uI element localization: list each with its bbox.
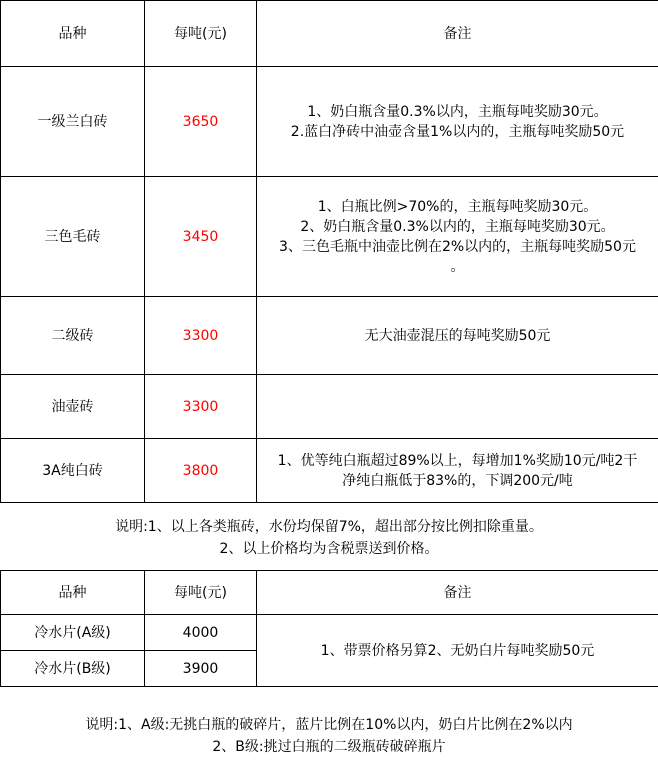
variety-cell: 冷水片(B级) xyxy=(1,651,145,687)
table-row xyxy=(1,177,658,297)
note-line: 3、三色毛瓶中油壶比例在2%以内的，主瓶每吨奖励50元 xyxy=(279,238,636,255)
variety-cell: 3A纯白砖 xyxy=(1,439,145,503)
price-cell: 3450 xyxy=(145,177,257,297)
table-row xyxy=(1,439,658,503)
notes-cell: 1、带票价格另算2、无奶白片每吨奖励50元 xyxy=(257,615,658,687)
header-notes: 备注 xyxy=(257,571,658,615)
note-line: 净纯白瓶低于83%的，下调200元/吨 xyxy=(342,472,573,489)
note-line: 无大油壶混压的每吨奖励50元 xyxy=(364,327,551,344)
note-line: 1、优等纯白瓶超过89%以上，每增加1%奖励10元/吨2干 xyxy=(277,452,638,469)
price-cell: 3300 xyxy=(145,375,257,439)
note-line: 1、奶白瓶含量0.3%以内，主瓶每吨奖励30元。 xyxy=(307,103,608,120)
notes-cell xyxy=(257,439,658,503)
variety-cell: 油壶砖 xyxy=(1,375,145,439)
variety-cell: 二级砖 xyxy=(1,297,145,375)
price-cell: 3650 xyxy=(145,67,257,177)
table-row xyxy=(1,375,658,439)
explanation-line: 说明:1、以上各类瓶砖，水份均保留7%，超出部分按比例扣除重量。 xyxy=(115,519,543,535)
explanation-line: 2、以上价格均为含税票送到价格。 xyxy=(219,541,439,557)
explanation-line: 说明:1、A级:无挑白瓶的破碎片，蓝片比例在10%以内，奶白片比例在2%以内 xyxy=(85,717,573,733)
table-header-row xyxy=(1,1,658,67)
note-line: 2.蓝白净砖中油壶含量1%以内的，主瓶每吨奖励50元 xyxy=(290,123,625,140)
notes-cell xyxy=(257,67,658,177)
price-cell: 3800 xyxy=(145,439,257,503)
notes-cell xyxy=(257,297,658,375)
header-variety: 品种 xyxy=(1,1,145,67)
price-cell: 3300 xyxy=(145,297,257,375)
header-notes: 备注 xyxy=(257,1,658,67)
notes-cell xyxy=(257,177,658,297)
note-line: 1、白瓶比例>70%的，主瓶每吨奖励30元。 xyxy=(317,198,598,215)
table-header-row xyxy=(1,571,658,615)
explanation-flakes xyxy=(0,714,658,758)
table-row xyxy=(1,67,658,177)
note-line: 2、奶白瓶含量0.3%以内的，主瓶每吨奖励30元。 xyxy=(300,218,615,235)
explanation-line: 2、B级:挑过白瓶的二级瓶砖破碎瓶片 xyxy=(212,739,446,755)
note-line: 。 xyxy=(450,258,465,275)
header-price: 每吨(元) xyxy=(145,571,257,615)
variety-cell: 冷水片(A级) xyxy=(1,615,145,651)
price-cell: 3900 xyxy=(145,651,257,687)
variety-cell: 三色毛砖 xyxy=(1,177,145,297)
price-cell: 4000 xyxy=(145,615,257,651)
table-row xyxy=(1,297,658,375)
explanation-bricks xyxy=(0,516,658,560)
table-row xyxy=(1,615,658,651)
price-table-flakes xyxy=(0,570,658,687)
notes-cell xyxy=(257,375,658,439)
variety-cell: 一级兰白砖 xyxy=(1,67,145,177)
header-price: 每吨(元) xyxy=(145,1,257,67)
header-variety: 品种 xyxy=(1,571,145,615)
